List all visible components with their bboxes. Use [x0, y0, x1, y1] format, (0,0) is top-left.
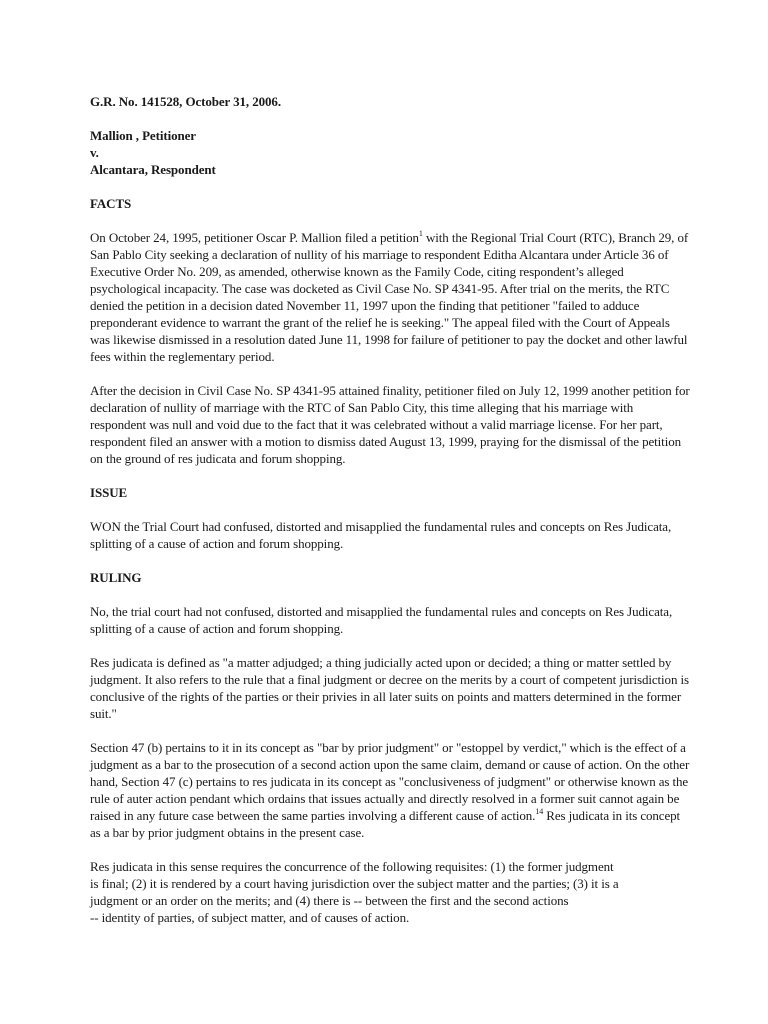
- versus-line: v.: [90, 145, 99, 160]
- petitioner-line: Mallion , Petitioner: [90, 128, 196, 143]
- ruling-p4-line-3: judgment or an order on the merits; and (4) there is -- between the first and the second actions: [90, 893, 569, 908]
- respondent-line: Alcantara, Respondent: [90, 162, 216, 177]
- document-page: [90, 93, 690, 943]
- ruling-p4-line-1: Res judicata in this sense requires the concurrence of the following requisites: (1) the former judgment: [90, 859, 614, 874]
- ruling-paragraph-4: [90, 858, 690, 926]
- facts-p1-text-a: On October 24, 1995, petitioner Oscar P. Mallion filed a petition: [90, 230, 419, 245]
- ruling-paragraph-1: No, the trial court had not confused, distorted and misapplied the fundamental rules and concepts on Res Judicata, splitting of a cause of action and forum shopping.: [90, 604, 673, 636]
- ruling-heading: RULING: [90, 570, 142, 585]
- footnote-ref-1: 1: [418, 228, 423, 238]
- issue-heading: ISSUE: [90, 485, 128, 500]
- case-citation: G.R. No. 141528, October 31, 2006.: [90, 94, 281, 109]
- facts-paragraph-1: [90, 229, 690, 365]
- ruling-paragraph-3: [90, 739, 690, 841]
- facts-paragraph-2: After the decision in Civil Case No. SP 4341-95 attained finality, petitioner filed on July 12, 1999 another petition for declaration of nullity of marriage with the RTC of San Pablo City, this time alleging that his marriage with respondent was null and void due to the fact that it was celebrated without a valid marriage license. For her part, respondent filed an answer with a motion to dismiss dated August 13, 1999, praying for the dismissal of the petition on the ground of res judicata and forum shopping.: [90, 383, 690, 466]
- facts-heading: FACTS: [90, 196, 132, 211]
- ruling-p4-line-2: is final; (2) it is rendered by a court having jurisdiction over the subject matter and the parties; (3) it is a: [90, 876, 619, 891]
- ruling-p3-text-b: Res judicata in its concept as a bar by prior judgment obtains in the present case.: [90, 808, 681, 840]
- ruling-p4-line-4: -- identity of parties, of subject matter, and of causes of action.: [90, 910, 410, 925]
- footnote-ref-14: 14: [535, 806, 544, 816]
- issue-paragraph: WON the Trial Court had confused, distorted and misapplied the fundamental rules and concepts on Res Judicata, splitting of a cause of action and forum shopping.: [90, 519, 672, 551]
- ruling-paragraph-2: Res judicata is defined as "a matter adjudged; a thing judicially acted upon or decided; a thing or matter settled by judgment. It also refers to the rule that a final judgment or decree on the merits by a court of competent jurisdiction is conclusive of the rights of the parties or their privies in all later suits on points and matters determined in the former suit.": [90, 655, 689, 721]
- facts-p1-text-b: with the Regional Trial Court (RTC), Branch 29, of San Pablo City seeking a declaration of nullity of his marriage to respondent Editha Alcantara under Article 36 of Executive Order No. 209, as amended, otherwise known as the Family Code, citing respondent’s alleged psychological incapacity. The case was docketed as Civil Case No. SP 4341-95. After trial on the merits, the RTC denied the petition in a decision dated November 11, 1997 upon the finding that petitioner "failed to adduce preponderant evidence to warrant the grant of the relief he is seeking." The appeal filed with the Court of Appeals was likewise dismissed in a resolution dated June 11, 1998 for failure of petitioner to pay the docket and other lawful fees within the reglementary period.: [90, 230, 689, 364]
- ruling-p3-text-a: Section 47 (b) pertains to it in its concept as "bar by prior judgment" or "estoppel by verdict," which is the effect of a judgment as a bar to the prosecution of a second action upon the same claim, demand or cause of action. On the other hand, Section 47 (c) pertains to res judicata in its concept as "conclusiveness of judgment" or otherwise known as the rule of auter action pendant which ordains that issues actually and directly resolved in a former suit cannot again be raised in any future case between the same parties involving a different cause of action.: [90, 740, 690, 823]
- case-parties: [90, 127, 690, 178]
